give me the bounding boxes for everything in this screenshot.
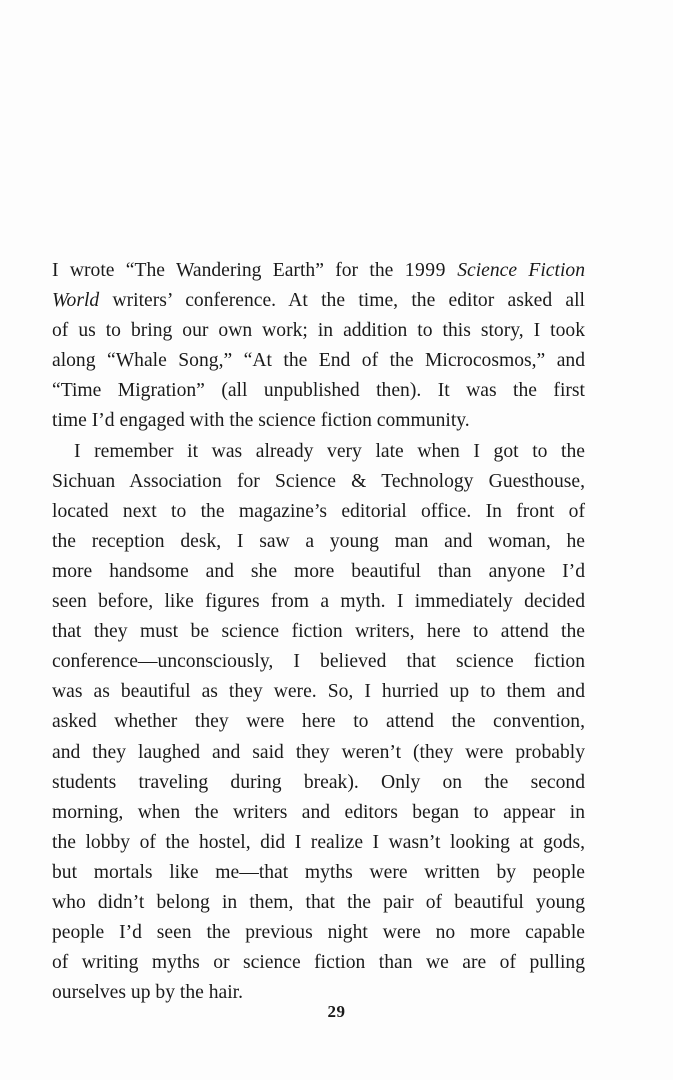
paragraph-2-line-11: and they laughed and said they weren’t (they were probably [52,741,585,763]
line-1-text: I wrote “The Wandering Earth” for the [52,260,405,281]
paragraph-2-line-18: of writing myths or science fiction than we are of pulling [52,952,585,974]
body-text [52,256,585,1008]
page-number: 29 [327,1002,346,1021]
paragraph-2-line-6: seen before, like figures from a myth. I immediately decided [52,591,585,613]
paragraph-2-line-10: asked whether they were here to attend the convention, [52,711,585,733]
paragraph-2-line-19: ourselves up by the hair. [52,982,244,1004]
year: 1999 [404,260,446,281]
paragraph-2-line-12: students traveling during break). Only on the second [52,771,585,793]
magazine-title-part-2: World [52,290,100,312]
paragraph-2-line-9: was as beautiful as they were. So, I hurried up to them and [52,681,585,703]
paragraph-1-line-4: along “Whale Song,” “At the End of the Microcosmos,” and [52,350,585,372]
paragraph-1 [52,256,585,437]
magazine-title-part-1: Science Fiction [457,260,585,281]
paragraph-2-line-16: who didn’t belong in them, that the pair of beautiful young [52,891,585,913]
paragraph-2-line-3: located next to the magazine’s editorial office. In front of [52,500,585,522]
paragraph-2-line-13: morning, when the writers and editors began to appear in [52,801,585,823]
paragraph-1-line-1 [52,256,585,286]
paragraph-1-line-6: time I’d engaged with the science fiction community. [52,410,470,432]
line-2-text: writers’ conference. At the time, the editor asked all [99,290,585,312]
paragraph-1-line-5: “Time Migration” (all unpublished then). It was the first [52,380,585,402]
paragraph-2-line-2: Sichuan Association for Science & Technology Guesthouse, [52,470,585,492]
paragraph-2-line-17: people I’d seen the previous night were no more capable [52,922,585,944]
paragraph-2-line-5: more handsome and she more beautiful than anyone I’d [52,560,585,582]
paragraph-2-line-1: I remember it was already very late when I got to the [74,440,585,462]
paragraph-2-line-4: the reception desk, I saw a young man and woman, he [52,530,585,552]
paragraph-1-line-3: of us to bring our own work; in addition to this story, I took [52,320,585,342]
paragraph-1-line-2 [52,286,585,316]
paragraph-2-line-15: but mortals like me—that myths were written by people [52,861,585,883]
paragraph-2-line-7: that they must be science fiction writers, here to attend the [52,621,585,643]
paragraph-2 [52,437,585,1009]
paragraph-2-line-14: the lobby of the hostel, did I realize I wasn’t looking at gods, [52,831,585,853]
paragraph-2-line-8: conference—unconsciously, I believed that science fiction [52,651,585,673]
